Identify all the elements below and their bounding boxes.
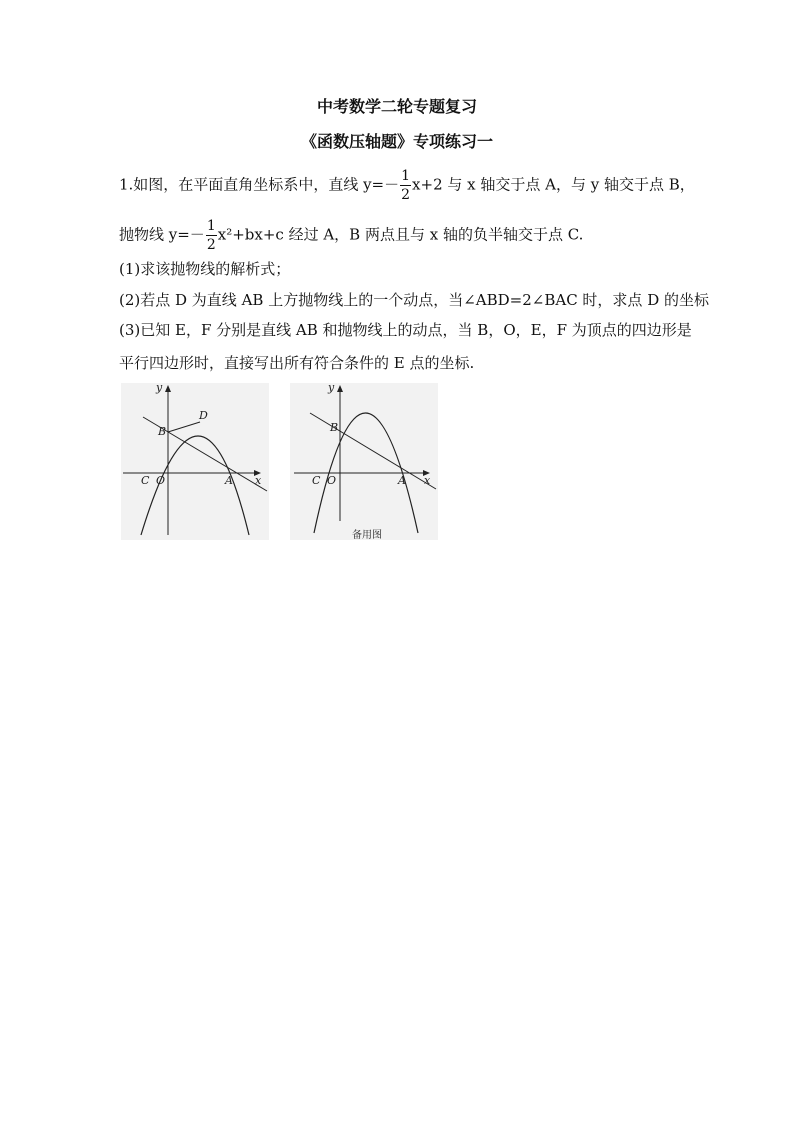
figure-2 [290,383,438,540]
fraction-numerator: 1 [401,168,411,184]
question-1: (1)求该抛物线的解析式； [119,260,291,278]
point-c-label: C [312,474,321,487]
fraction-denominator: 2 [401,187,411,203]
page-subtitle: 《函数压轴题》专项练习一 [300,132,493,151]
x-label: x [424,474,431,487]
figure-1 [121,383,269,540]
fraction [206,217,217,254]
y-axis-arrow [337,385,343,392]
problem-text: x+2 与 x 轴交于点 A，与 y 轴交于点 B， [412,175,695,194]
segment-bd [168,422,200,432]
point-d-label: D [199,409,208,422]
figure-caption: 备用图 [352,530,382,541]
point-a-label: A [398,474,406,487]
problem-text: 1.如图，在平面直角坐标系中，直线 y=－ [119,175,400,194]
question-3-line-2: 平行四边形时，直接写出所有符合条件的 E 点的坐标. [119,354,475,372]
point-b-label: B [330,421,339,434]
figure-1-graph [121,383,269,540]
y-label: y [156,383,163,394]
y-axis-arrow [165,385,171,392]
problem-text: 抛物线 y=－ [119,225,205,244]
question-3-line-1: (3)已知 E，F 分别是直线 AB 和抛物线上的动点，当 B，O，E，F 为顶点的四边形是 [119,321,692,339]
origin-label: O [327,474,337,487]
fraction [400,167,411,204]
x-label: x [255,474,262,487]
problem-text: x²+bx+c 经过 A，B 两点且与 x 轴的负半轴交于点 C. [217,225,584,244]
question-2: (2)若点 D 为直线 AB 上方抛物线上的一个动点，当∠ABD=2∠BAC 时，求点 D 的坐标 [119,291,709,309]
point-a-label: A [225,474,233,487]
fraction-denominator: 2 [206,237,216,253]
problem-line-1 [119,167,695,204]
origin-label: O [156,474,166,487]
point-c-label: C [141,474,150,487]
figure-2-graph [290,383,438,540]
point-b-label: B [158,425,167,438]
y-label: y [328,383,335,394]
problem-line-2 [119,217,583,254]
fraction-numerator: 1 [206,218,216,234]
page-title: 中考数学二轮专题复习 [316,97,477,116]
